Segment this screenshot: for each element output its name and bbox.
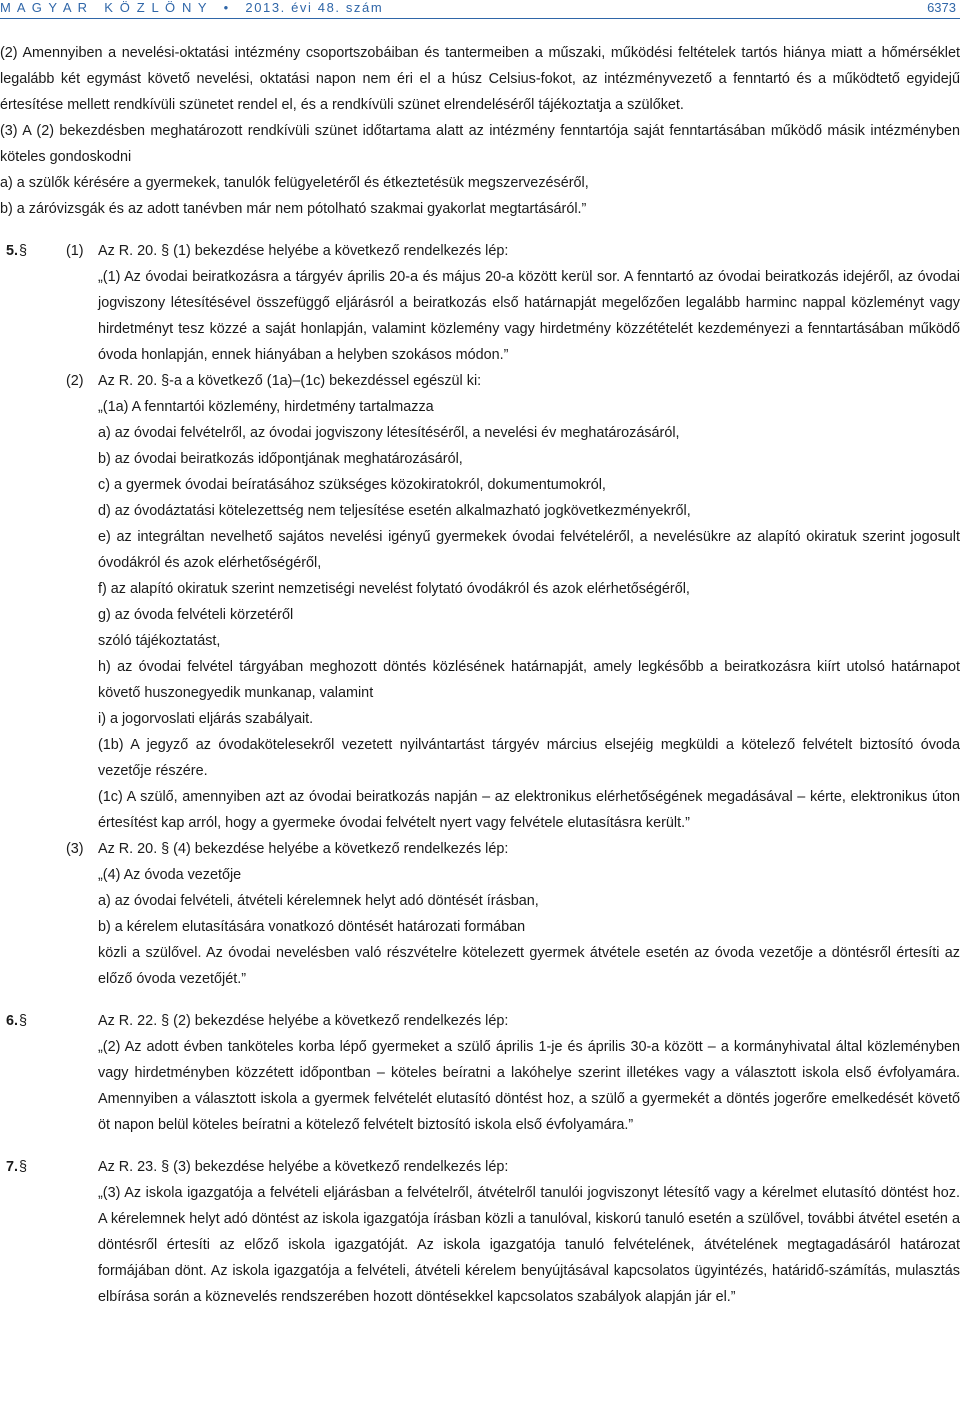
section-5-sub-3-lead-text: Az R. 20. § (4) bekezdése helyébe a következő rendelkezés lép: (98, 841, 509, 857)
section-5-sub-2-b: b) az óvodai beiratkozás időpontjának meghatározásáról, (98, 451, 463, 467)
section-5-number: 5. (6, 243, 19, 259)
section-7-lead (0, 1154, 960, 1180)
section-7-text: „(3) Az iskola igazgatója a felvételi eljárásban a felvételről, átvételről tanulói jogviszonyt létesítő vagy a kérelmet elutasító döntést hoz. A kérelemnek helyt adó döntést az iskola igazgatója írásban közli a tanulóval, kiskorú tanuló esetén a szülővel, további átvétel esetén a döntésről értesíti az előző iskola igazgatóját. Az iskola igazgatója tanuló felvételének, átvételének megtagadásáról határozat formájában dönt. Az iskola igazgatója a felvételi, átvételi kérelem benyújtásával kapcsolatos ügyintézés, határidő-számítás, mulasztás elbírása során a köznevelés rendszerében hozott döntésekkel kapcsolatos szabályok alapján jár el.” (98, 1185, 960, 1305)
intro-paragraph-3: (3) A (2) bekezdésben meghatározott rendkívüli szünet időtartama alatt az intézmény fenntartója saját fenntartásában működő másik intézményben köteles gondoskodni (0, 123, 960, 165)
section-5-sub-2-d: d) az óvodáztatási kötelezettség nem teljesítése esetén alkalmazható jogkövetkezményekről, (98, 503, 691, 519)
intro-point-b: b) a záróvizsgák és az adott tanévben már nem pótolható szakmai gyakorlat megtartásáról.” (0, 201, 587, 217)
section-5-sub-2-1b: (1b) A jegyző az óvodakötelesekről vezetett nyilvántartást tárgyév március elsejéig megküldi a kötelező felvételt biztosító óvoda vezetője részére. (98, 737, 960, 779)
section-5-sub-2-lead (0, 368, 960, 394)
section-5-sub-2-e: e) az integráltan nevelhető sajátos nevelési igényű gyermekek óvodai felvételéről, a nevelésükre az alapító okiratuk szerint jogosult óvodákról és azok elérhetőségéről, (98, 529, 960, 571)
section-5-sub-2-c: c) a gyermek óvodai beíratásához szükséges közokiratokról, dokumentumokról, (98, 477, 606, 493)
section-5-sub-3-lead (0, 836, 960, 862)
section-5-sub-2-szolo: szóló tájékoztatást, (98, 633, 221, 649)
section-5-sub-2-f: f) az alapító okiratuk szerint nemzetiségi nevelést folytató óvodákról és azok elérhetőségéről, (98, 581, 690, 597)
section-5-sub-2-h: h) az óvodai felvétel tárgyában meghozott döntés közlésének határnapját, amely legkésőbb a beiratkozásra kiírt utolsó határnapot követő huszonegyedik munkanap, valamint (98, 659, 960, 701)
section-6-lead (0, 1008, 960, 1034)
section-5-sub-2-1a: „(1a) A fenntartói közlemény, hirdetmény tartalmazza (98, 399, 434, 415)
section-6-text: „(2) Az adott évben tanköteles korba lépő gyermeket a szülő április 1-je és április 30-a között – a kormányhivatal által közleményben vagy hirdetményben közzétett időpontban – köteles beíratni a lakóhelye szerint illetékes vagy a választott iskola első évfolyamára. Amennyiben a választott iskola a gyermek felvételét elutasító döntést hoz, a szülő a gyermekét a döntés jogerőre emelkedését követő öt napon belül köteles beíratni a kötelező felvételt biztosító iskola első évfolyamára.” (98, 1039, 960, 1133)
section-7-lead-text: Az R. 23. § (3) bekezdése helyébe a következő rendelkezés lép: (98, 1159, 509, 1175)
section-5-sub-1-lead-text: Az R. 20. § (1) bekezdése helyébe a következő rendelkezés lép: (98, 243, 509, 259)
journal-title: M A G Y A R K Ö Z L Ö N Y • 2013. évi 48. szám (0, 0, 384, 15)
section-5-sub-3-b: b) a kérelem elutasítására vonatkozó döntését határozati formában (98, 919, 526, 935)
section-5-sub-3-tail: közli a szülővel. Az óvodai nevelésben való részvételre kötelezett gyermek átvétele esetén az óvoda vezetője a döntésről értesíti az előző óvoda vezetőjét.” (98, 945, 960, 987)
section-5-sub-2-1c: (1c) A szülő, amennyiben azt az óvodai beiratkozás napján – az elektronikus elérhetőségének megadásával – kérte, elektronikus úton értesítést kap arról, hogy a gyermeke óvodai felvételt nyert vagy felvétele elutasításra került.” (98, 789, 960, 831)
section-5-sub-3-4: „(4) Az óvoda vezetője (98, 867, 242, 883)
section-5-sub-3-a: a) az óvodai felvételi, átvételi kérelemnek helyt adó döntését írásban, (98, 893, 539, 909)
section-5-sub-2-lead-text: Az R. 20. §-a a következő (1a)–(1c) bekezdéssel egészül ki: (98, 373, 482, 389)
section-7-sign: § (19, 1159, 28, 1175)
section-5-sub-1-lead (0, 238, 960, 264)
section-5-sub-2-number: (2) (66, 373, 84, 389)
intro-point-a: a) a szülők kérésére a gyermekek, tanulók felügyeletéről és étkeztetésük megszervezéséről, (0, 175, 589, 191)
section-7-number: 7. (6, 1159, 19, 1175)
section-6-lead-text: Az R. 22. § (2) bekezdése helyébe a következő rendelkezés lép: (98, 1013, 509, 1029)
section-5-sign: § (19, 243, 28, 259)
document-body (0, 40, 960, 1310)
header-divider (0, 18, 960, 19)
page-number: 6373 (927, 0, 956, 15)
section-5-sub-1-number: (1) (66, 243, 84, 259)
section-6-sign: § (19, 1013, 28, 1029)
section-5-sub-2-i: i) a jogorvoslati eljárás szabályait. (98, 711, 314, 727)
section-5-sub-3-number: (3) (66, 841, 84, 857)
page-header (0, 0, 960, 18)
section-5-sub-1-text: „(1) Az óvodai beiratkozásra a tárgyév április 20-a és május 20-a között kerül sor. A fenntartó az óvodai beiratkozás idejéről, az óvodai jogviszony létesítésével összefüggő eljárásról a beiratkozás első határnapját megelőzően legalább harminc nappal közleményt vagy hirdetményt tesz közzé a saját honlapján, valamint közlemény vagy hirdetmény közzétételét kezdeményezi a fenntartásában működő óvoda honlapján, ennek hiányában a helyben szokásos módon.” (98, 269, 960, 363)
section-5-sub-2-a: a) az óvodai felvételről, az óvodai jogviszony létesítéséről, a nevelési év meghatározásáról, (98, 425, 680, 441)
intro-paragraph-2: (2) Amennyiben a nevelési-oktatási intézmény csoportszobáiban és tantermeiben a műszaki, működési feltételek tartós hiánya miatt a hőmérséklet legalább két egymást követő nevelési, oktatási napon nem éri el a húsz Celsius-fokot, az intézményvezető a fenntartó és a működtető egyidejű értesítése mellett rendkívüli szünetet rendel el, és a rendkívüli szünet elrendeléséről tájékoztatja a szülőket. (0, 45, 960, 113)
section-6-number: 6. (6, 1013, 19, 1029)
section-5-sub-2-g: g) az óvoda felvételi körzetéről (98, 607, 294, 623)
